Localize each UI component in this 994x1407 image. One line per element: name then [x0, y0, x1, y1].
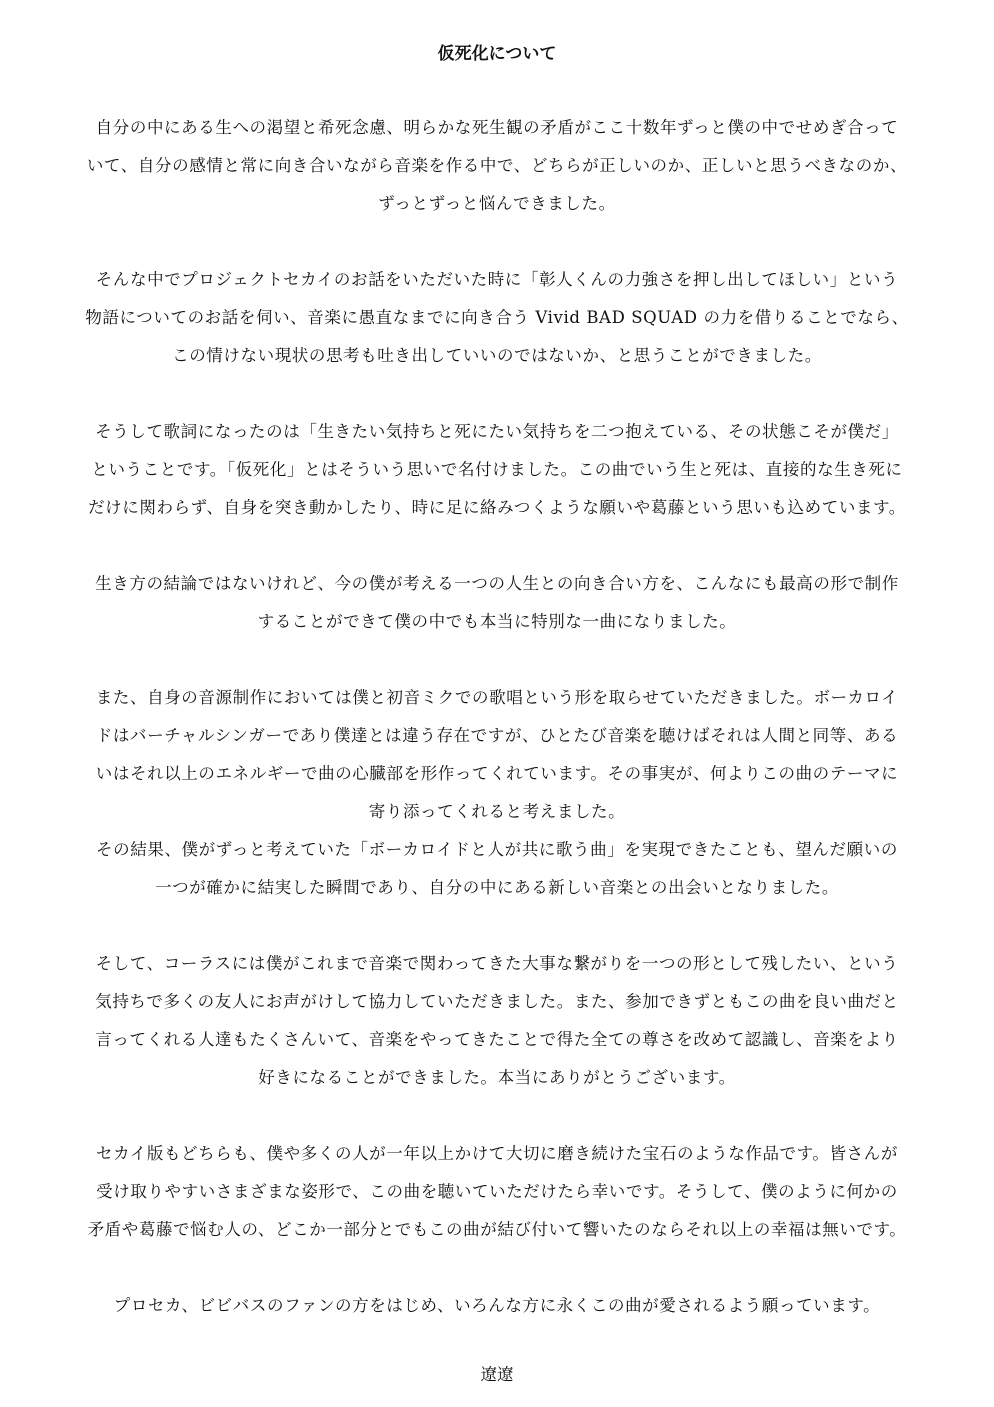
paragraph-line: 言ってくれる人達もたくさんいて、音楽をやってきたことで得た全ての尊さを改めて認識し、音楽をより: [95, 1030, 899, 1049]
paragraph-line: ドはバーチャルシンガーであり僕達とは違う存在ですが、ひとたび音楽を聴けばそれは人間と同等、ある: [95, 726, 899, 745]
paragraph-line: そして、コーラスには僕がこれまで音楽で関わってきた大事な繋がりを一つの形として残したい、という: [95, 954, 899, 973]
author-signature: 遼遼: [480, 1365, 514, 1384]
body-paragraph: [48, 831, 946, 907]
paragraph-line: 生き方の結論ではないけれど、今の僕が考える一つの人生との向き合い方を、こんなにも最高の形で制作: [95, 574, 899, 593]
paragraph-line: そんな中でプロジェクトセカイのお話をいただいた時に「彰人くんの力強さを押し出してほしい」という: [95, 270, 899, 289]
body-paragraph: [48, 565, 946, 641]
paragraph-line: ということです。「仮死化」とはそういう思いで名付けました。この曲でいう生と死は、直接的な生き死に: [91, 460, 903, 479]
paragraph-line: 自分の中にある生への渇望と希死念慮、明らかな死生観の矛盾がここ十数年ずっと僕の中でせめぎ合って: [95, 118, 899, 137]
paragraph-line: 好きになることができました。本当にありがとうございます。: [258, 1068, 736, 1087]
body-paragraph: [48, 261, 946, 375]
paragraph-line: そうして歌詞になったのは「生きたい気持ちと死にたい気持ちを二つ抱えている、その状態こそが僕だ」: [95, 422, 899, 441]
paragraph-line: プロセカ、ビビバスのファンの方をはじめ、いろんな方に永くこの曲が愛されるよう願っています。: [113, 1296, 881, 1315]
paragraph-line: ずっとずっと悩んできました。: [378, 194, 616, 213]
body-paragraph: [48, 945, 946, 1097]
paragraph-line: 受け取りやすいさまざまな姿形で、この曲を聴いていただけたら幸いです。そうして、僕のように何かの: [96, 1182, 898, 1201]
paragraph-line: いて、自分の感情と常に向き合いながら音楽を作る中で、どちらが正しいのか、正しいと思うべきなのか、: [86, 156, 908, 175]
body-paragraph: [48, 413, 946, 527]
paragraph-line: セカイ版もどちらも、僕や多くの人が一年以上かけて大切に磨き続けた宝石のような作品です。皆さんが: [96, 1144, 898, 1163]
paragraph-line: 寄り添ってくれると考えました。: [368, 802, 626, 821]
paragraph-line: いはそれ以上のエネルギーで曲の心臓部を形作ってくれています。その事実が、何よりこの曲のテーマに: [95, 764, 899, 783]
paragraph-line: 一つが確かに結実した瞬間であり、自分の中にある新しい音楽との出会いとなりました。: [155, 878, 839, 897]
document-body: [48, 109, 946, 1325]
body-paragraph: [48, 109, 946, 223]
paragraph-line: その結果、僕がずっと考えていた「ボーカロイドと人が共に歌う曲」を実現できたことも、望んだ願いの: [96, 840, 898, 859]
paragraph-line: だけに関わらず、自身を突き動かしたり、時に足に絡みつくような願いや葛藤という思いも込めています。: [88, 498, 906, 517]
paragraph-line: また、自身の音源制作においては僕と初音ミクでの歌唱という形を取らせていただきました。ボーカロイ: [95, 688, 899, 707]
document-title: 仮死化について: [437, 44, 557, 64]
body-paragraph: [48, 1287, 946, 1325]
paragraph-line: この情けない現状の思考も吐き出していいのではないか、と思うことができました。: [172, 346, 822, 365]
paragraph-line: 気持ちで多くの友人にお声がけして協力していただきました。また、参加できずともこの曲を良い曲だと: [95, 992, 899, 1011]
paragraph-line: 矛盾や葛藤で悩む人の、どこか一部分とでもこの曲が結び付いて響いたのならそれ以上の幸福は無いです。: [87, 1220, 907, 1239]
paragraph-line: することができて僕の中でも本当に特別な一曲になりました。: [257, 612, 737, 631]
body-paragraph: [48, 679, 946, 831]
paragraph-line: 物語についてのお話を伺い、音楽に愚直なまでに向き合う Vivid BAD SQUAD の力を借りることでなら、: [85, 308, 909, 327]
body-paragraph: [48, 1135, 946, 1249]
